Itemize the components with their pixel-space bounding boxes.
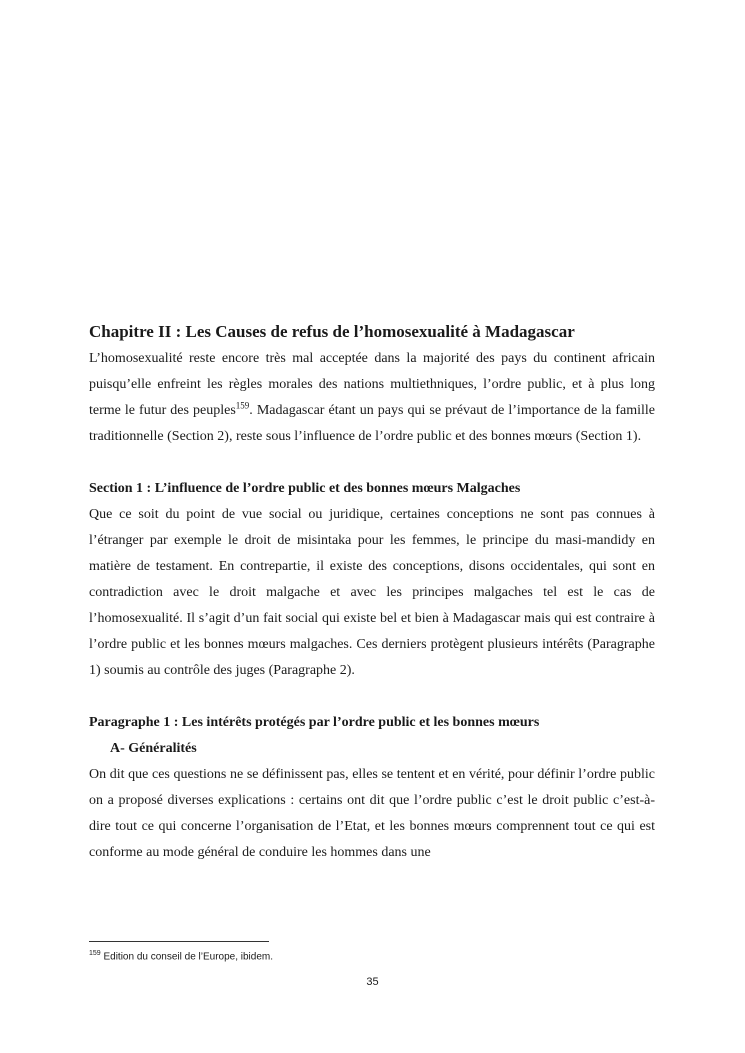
paragraph-1-text: On dit que ces questions ne se définissent pas, elles se tentent et en vérité, pour définir l’ordre public on a proposé diverses explications : certains ont dit que l’ordre public c’est le droit public c’est-à-dire tout ce qui concerne l’organisation de l’Etat, et les bonnes mœurs comprennent tout ce qui est conforme au mode général de conduire les hommes dans une xyxy=(89,767,655,860)
intro-text-before-note: L’homosexualité reste encore très mal acceptée dans la majorité des pays du continent africain puisqu’elle enfreint les règles morales des nations multiethniques, l’ordre public, et à plus long terme le futur des peuples xyxy=(89,351,655,418)
section-1-heading: Section 1 : L’influence de l’ordre public et des bonnes mœurs Malgaches xyxy=(89,481,521,496)
footnote-reference: 159 xyxy=(235,400,250,411)
section-1-paragraph: Que ce soit du point de vue social ou juridique, certaines conceptions ne sont pas connues à l’étranger par exemple le droit de misintaka pour les femmes, le principe du masi-mandidy en matière de testament. En contrepartie, il existe des conceptions, disons occidentales, qui sont en contradiction avec le droit malgache et avec les principes malgaches tel est le cas de l’homosexualité. Il s’agit d’un fait social qui existe bel et bien à Madagascar mais qui est contraire à l’ordre public et les bonnes mœurs malgaches. Ces derniers protègent plusieurs intérêts (Paragraphe 1) soumis au contrôle des juges (Paragraphe 2). xyxy=(89,507,655,678)
spacer xyxy=(89,450,655,476)
subheading-generalites: A- Généralités xyxy=(110,741,197,756)
footnote-divider xyxy=(89,941,269,942)
chapter-intro-paragraph xyxy=(89,346,655,450)
intro-text-after-note: . Madagascar étant un pays qui se prévaut de l’importance de la famille traditionnelle (Section 2), reste sous l’influence de l’ordre public et des bonnes mœurs (Section 1). xyxy=(89,403,655,444)
page-body xyxy=(89,318,655,866)
page-number: 35 xyxy=(366,976,379,988)
footnote xyxy=(89,947,273,964)
footnote-number: 159 xyxy=(89,950,101,957)
chapter-title: Chapitre II : Les Causes de refus de l’homosexualité à Madagascar xyxy=(89,322,575,341)
footnote-text: Edition du conseil de l’Europe, ibidem. xyxy=(100,951,274,963)
paragraph-1-heading: Paragraphe 1 : Les intérêts protégés par l’ordre public et les bonnes mœurs xyxy=(89,715,540,730)
spacer xyxy=(89,684,655,710)
